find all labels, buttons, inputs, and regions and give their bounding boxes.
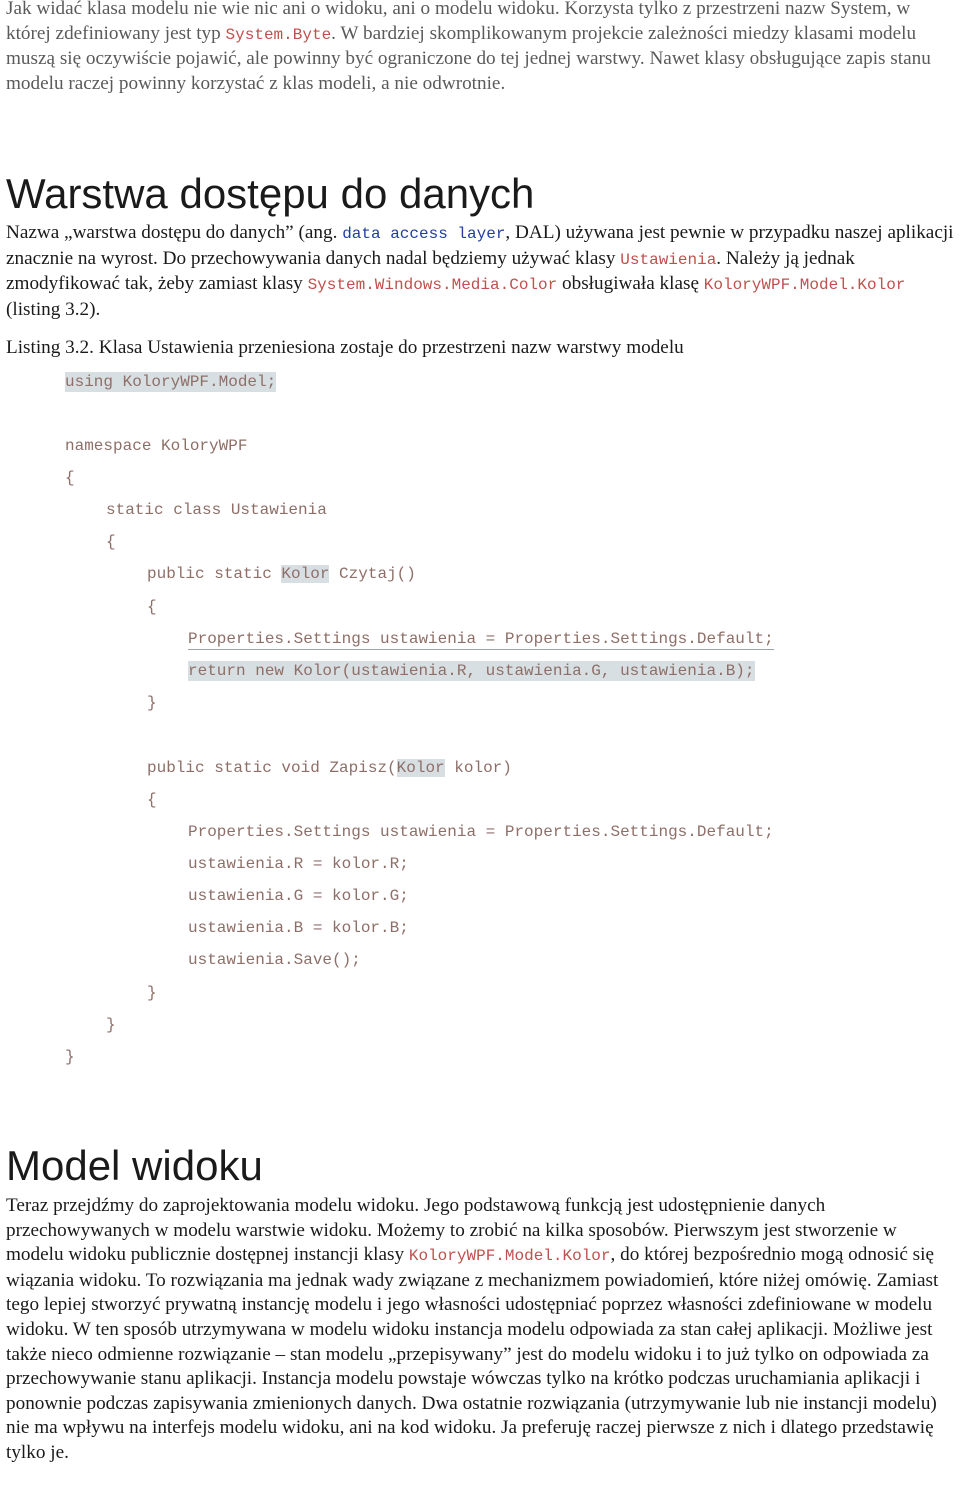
code-line: } bbox=[147, 984, 157, 1002]
code-line bbox=[147, 564, 416, 584]
code-line: { bbox=[147, 598, 157, 616]
intro-paragraph bbox=[6, 0, 958, 96]
intro-text-b: . W bardziej skomplikowanym projekcie zależności miedzy klasami modelu muszą się oczywiście pojawić, ale powinny być ograniczone do tej jednej warstwy. Nawet klasy obsługujące zapis stanu modelu raczej powinny korzystać z klas modeli, a nie odwrotnie. bbox=[6, 22, 931, 94]
vm-text-b: , do której bezpośrednio mogą odnosić się wiązania widoku. To rozwiązania ma jednak wady związane z mechanizmem powiadomień, które niżej omówię. Zamiast tego lepiej stworzyć prywatną instancję modelu i jego własności udostępniać poprzez własności zdefiniowane w modelu widoku. W ten sposób utrzymywana w modelu widoku instancja modelu odpowiada za stan całej aplikacji. Możliwe jest także nieco odmienne rozwiązanie – stan modelu „przepisywany” jest do modelu widoku i to już tylko on odpowiada za przechowywanie stanu aplikacji. Instancja modelu powstaje wówczas tylko na krótko podczas uruchamiania aplikacji i ponownie podczas zapisywania zmienionych danych. Dwa ostatnie rozwiązania (utrzymywanie lub nie instancji modelu) nie ma wpływu na interfejs modelu widoku, ani na kod widoku. Ja preferuję raczej pierwsze z nich i dlatego przedstawię tylko je. bbox=[6, 1244, 939, 1463]
intro-text-a: Jak widać klasa modelu nie wie nic ani o widoku, ani o modelu widoku. Korzysta tylko z przestrzeni nazw System, w której zdefiniowany jest typ bbox=[6, 0, 911, 44]
code-line: return new Kolor(ustawienia.R, ustawienia.G, ustawienia.B); bbox=[188, 662, 755, 680]
dal-text-a: Nazwa „warstwa dostępu do danych” (ang. bbox=[6, 222, 343, 243]
dal-text-d: obsługiwała klasę bbox=[557, 273, 704, 295]
code-line: ustawienia.G = kolor.G; bbox=[188, 887, 409, 905]
dal-text-c: . Należy ją jednak zmodyfikować tak, żeby zamiast klasy bbox=[6, 247, 855, 295]
vm-text-a: Teraz przejdźmy do zaprojektowania modelu widoku. Jego podstawową funkcją jest udostępnienie danych przechowywanych w modelu warstwie widoku. Możemy to zrobić na kilka sposobów. Pierwszym jest stworzenie w modelu widoku publicznie dostępnej instancji klasy bbox=[6, 1195, 897, 1266]
code-line: using KoloryWPF.Model; bbox=[65, 373, 277, 391]
code-token: kolor) bbox=[444, 759, 512, 777]
code-token: Czytaj() bbox=[329, 565, 416, 583]
code-line: } bbox=[147, 694, 157, 712]
inline-code-dal: data access layer bbox=[342, 225, 506, 243]
dal-text-b: , DAL) używana jest pewnie w przypadku naszej aplikacji znacznie na wyrost. Do przechowywania danych nadal będziemy używać klasy bbox=[6, 222, 954, 269]
code-line: ustawienia.R = kolor.R; bbox=[188, 855, 409, 873]
code-line: } bbox=[65, 1048, 75, 1066]
inline-code-kolor: KoloryWPF.Model.Kolor bbox=[408, 1247, 611, 1266]
code-line: } bbox=[106, 1016, 116, 1034]
dal-text-e: (listing 3.2). bbox=[6, 298, 101, 320]
inline-code-kolor: KoloryWPF.Model.Kolor bbox=[703, 276, 906, 295]
code-line bbox=[147, 758, 512, 778]
code-line: { bbox=[106, 533, 116, 551]
code-line: ustawienia.Save(); bbox=[188, 951, 361, 969]
code-line: ustawienia.B = kolor.B; bbox=[188, 919, 409, 937]
view-model-paragraph bbox=[6, 1194, 958, 1466]
code-line: Properties.Settings ustawienia = Properties.Settings.Default; bbox=[188, 823, 774, 841]
code-token: public static void Zapisz( bbox=[147, 759, 397, 777]
code-line: { bbox=[65, 469, 75, 487]
code-line: Properties.Settings ustawienia = Properties.Settings.Default; bbox=[188, 630, 774, 648]
code-line: namespace KoloryWPF bbox=[65, 437, 248, 455]
code-token-highlight: Kolor bbox=[281, 565, 330, 583]
section-heading-view-model: Model widoku bbox=[6, 1142, 263, 1189]
code-line: static class Ustawienia bbox=[106, 501, 327, 519]
inline-code-system-byte: System.Byte bbox=[225, 25, 332, 44]
dal-paragraph bbox=[6, 221, 958, 322]
inline-code-ustawienia: Ustawienia bbox=[620, 250, 717, 269]
listing-caption: Listing 3.2. Klasa Ustawienia przeniesiona zostaje do przestrzeni nazw warstwy modelu bbox=[6, 337, 684, 358]
code-token-highlight: Kolor bbox=[396, 759, 445, 777]
code-token: public static bbox=[147, 565, 282, 583]
section-heading-dal: Warstwa dostępu do danych bbox=[6, 170, 535, 217]
code-line: { bbox=[147, 791, 157, 809]
inline-code-system-windows-media-color: System.Windows.Media.Color bbox=[307, 276, 558, 295]
